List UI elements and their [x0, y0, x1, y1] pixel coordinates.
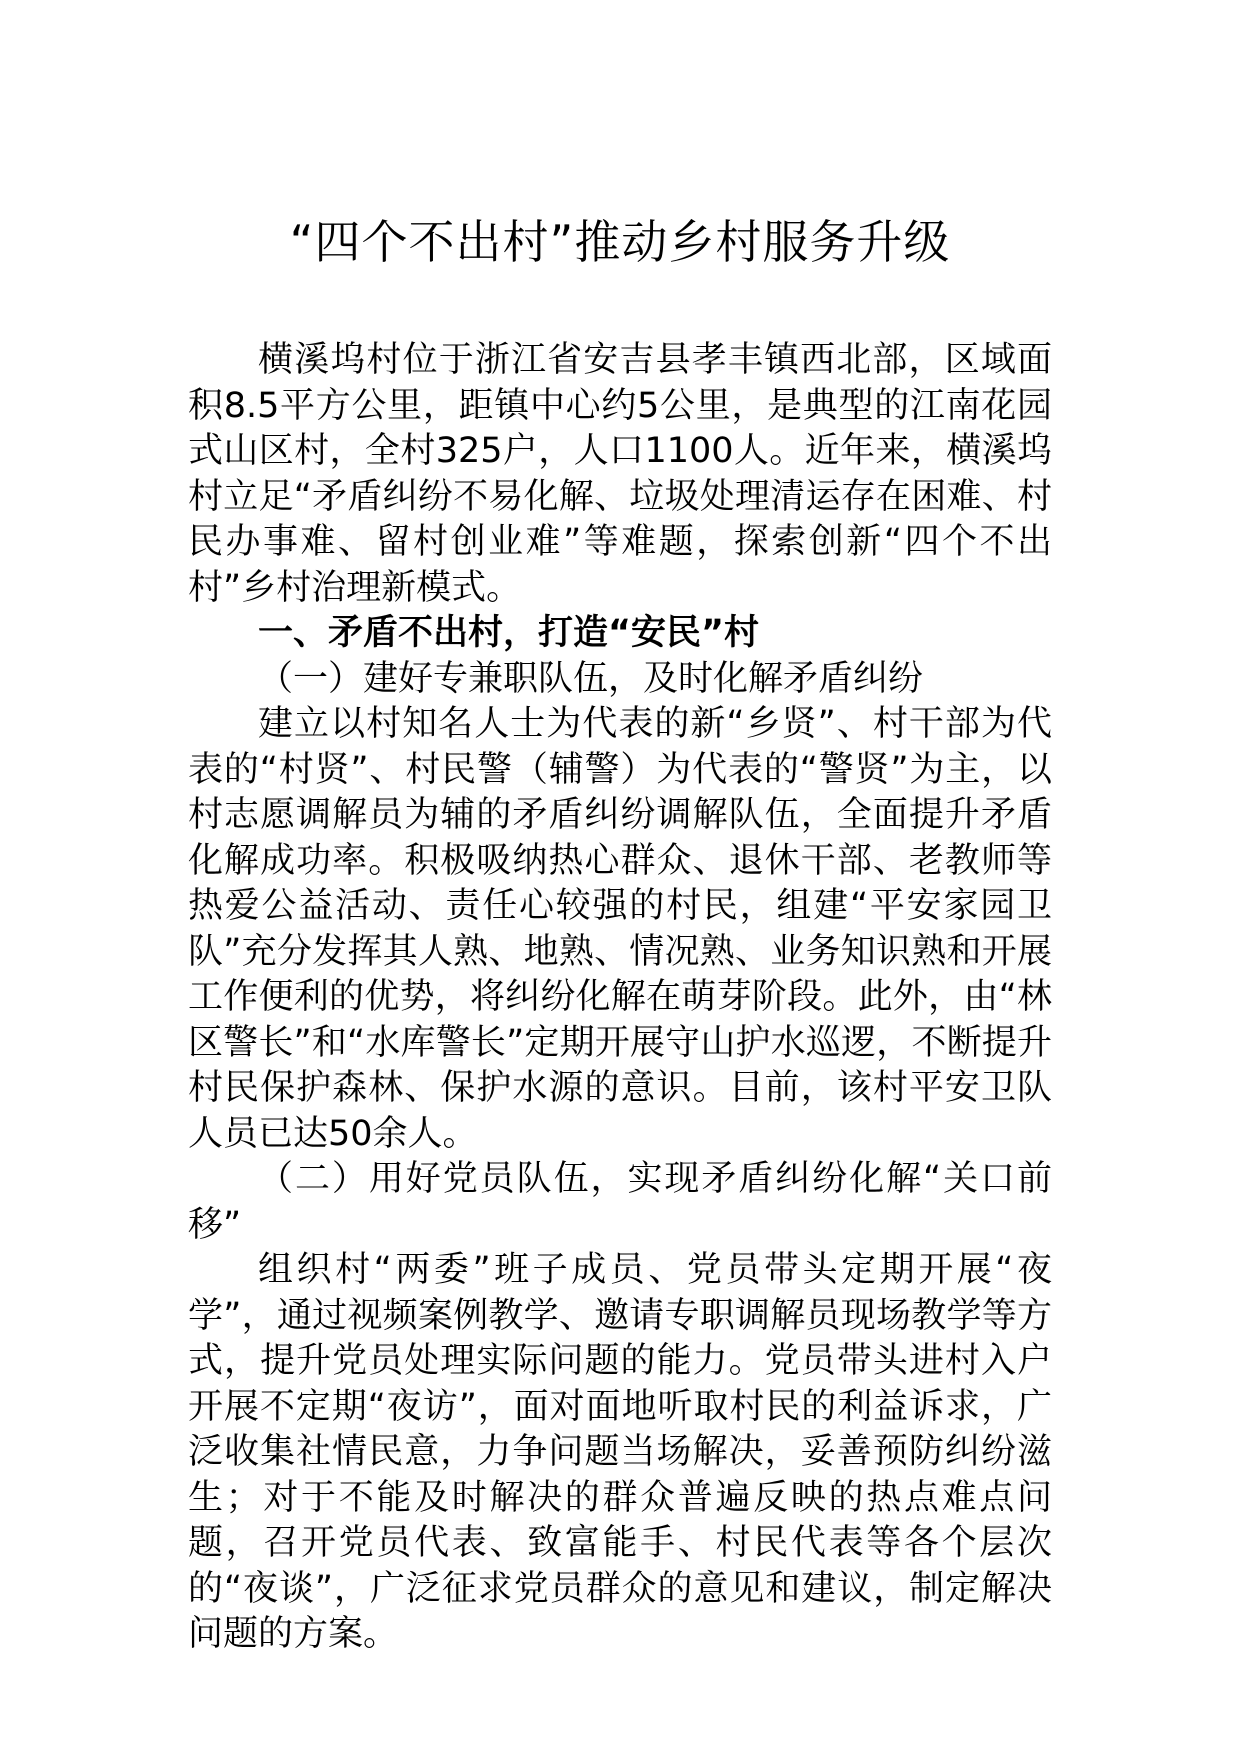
- section-heading-1: 一、矛盾不出村，打造“安民”村: [258, 613, 760, 653]
- subsection-heading-1: （一）建好专兼职队伍，及时化解矛盾纠纷: [258, 658, 924, 699]
- document-body: [188, 338, 1052, 1658]
- subsection-heading-2: （二）用好党员队伍，实现矛盾纠纷化解“关口前移”: [188, 1159, 1052, 1245]
- document-title: “四个不出村”推动乡村服务升级: [289, 215, 951, 269]
- body-paragraph-2: 组织村“两委”班子成员、党员带头定期开展“夜学”，通过视频案例教学、邀请专职调解员现场教学等方式，提升党员处理实际问题的能力。党员带头进村入户开展不定期“夜访”，面对面地听取村民的利益诉求，广泛收集社情民意，力争问题当场解决，妥善预防纠纷滋生；对于不能及时解决的群众普遍反映的热点难点问题，召开党员代表、致富能手、村民代表等各个层次的“夜谈”，广泛征求党员群众的意见和建议，制定解决问题的方案。: [188, 1250, 1052, 1654]
- body-paragraph-1: 建立以村知名人士为代表的新“乡贤”、村干部为代表的“村贤”、村民警（辅警）为代表的“警贤”为主，以村志愿调解员为辅的矛盾纠纷调解队伍，全面提升矛盾化解成功率。积极吸纳热心群众、退休干部、老教师等热爱公益活动、责任心较强的村民，组建“平安家园卫队”充分发挥其人熟、地熟、情况熟、业务知识熟和开展工作便利的优势，将纠纷化解在萌芽阶段。此外，由“林区警长”和“水库警长”定期开展守山护水巡逻，不断提升村民保护森林、保护水源的意识。目前，该村平安卫队人员已达50余人。: [188, 704, 1052, 1154]
- intro-paragraph: 横溪坞村位于浙江省安吉县孝丰镇西北部，区域面积8.5平方公里，距镇中心约5公里，是典型的江南花园式山区村，全村325户，人口1100人。近年来，横溪坞村立足“矛盾纠纷不易化解、垃圾处理清运存在困难、村民办事难、留村创业难”等难题，探索创新“四个不出村”乡村治理新模式。: [188, 340, 1052, 608]
